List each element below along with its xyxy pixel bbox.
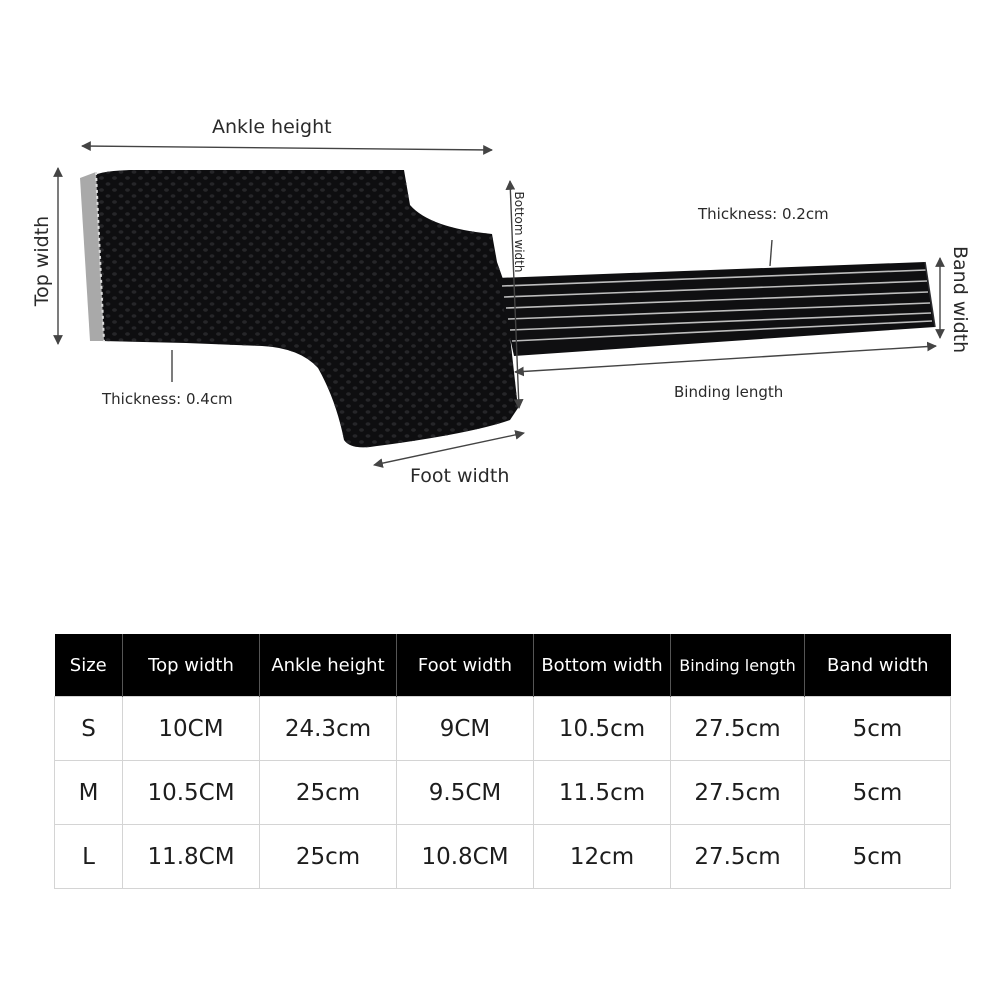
label-thickness-band: Thickness: 0.2cm bbox=[698, 205, 829, 223]
size-chart-table bbox=[54, 634, 951, 889]
cell-top-width: 10.5CM bbox=[123, 761, 260, 825]
cell-band-width: 5cm bbox=[805, 825, 951, 889]
cell-ankle-height: 25cm bbox=[260, 761, 397, 825]
table-header-row bbox=[55, 634, 951, 697]
cell-bottom-width: 10.5cm bbox=[534, 697, 671, 761]
cell-bottom-width: 12cm bbox=[534, 825, 671, 889]
cell-binding-length: 27.5cm bbox=[671, 697, 805, 761]
header-bottom-width: Bottom width bbox=[534, 634, 671, 697]
cell-foot-width: 9.5CM bbox=[397, 761, 534, 825]
cell-size: M bbox=[55, 761, 123, 825]
table-row bbox=[55, 761, 951, 825]
header-foot-width: Foot width bbox=[397, 634, 534, 697]
table-row bbox=[55, 697, 951, 761]
label-top-width: Top width bbox=[31, 215, 53, 307]
label-band-width: Band width bbox=[949, 246, 971, 354]
header-binding-length: Binding length bbox=[671, 634, 805, 697]
header-size: Size bbox=[55, 634, 123, 697]
cell-band-width: 5cm bbox=[805, 697, 951, 761]
label-thickness-body: Thickness: 0.4cm bbox=[102, 390, 233, 408]
cell-foot-width: 10.8CM bbox=[397, 825, 534, 889]
cell-top-width: 10CM bbox=[123, 697, 260, 761]
label-bottom-width: Bottom width bbox=[512, 191, 526, 273]
cell-band-width: 5cm bbox=[805, 761, 951, 825]
header-band-width: Band width bbox=[805, 634, 951, 697]
cell-ankle-height: 25cm bbox=[260, 825, 397, 889]
label-binding-length: Binding length bbox=[674, 383, 784, 401]
cell-foot-width: 9CM bbox=[397, 697, 534, 761]
header-ankle-height: Ankle height bbox=[260, 634, 397, 697]
elastic-band bbox=[497, 262, 935, 356]
cell-size: S bbox=[55, 697, 123, 761]
cell-top-width: 11.8CM bbox=[123, 825, 260, 889]
header-top-width: Top width bbox=[123, 634, 260, 697]
cell-binding-length: 27.5cm bbox=[671, 761, 805, 825]
label-foot-width: Foot width bbox=[410, 465, 510, 487]
table-row bbox=[55, 825, 951, 889]
cell-bottom-width: 11.5cm bbox=[534, 761, 671, 825]
cell-size: L bbox=[55, 825, 123, 889]
label-ankle-height: Ankle height bbox=[212, 116, 332, 138]
cell-ankle-height: 24.3cm bbox=[260, 697, 397, 761]
cell-binding-length: 27.5cm bbox=[671, 825, 805, 889]
